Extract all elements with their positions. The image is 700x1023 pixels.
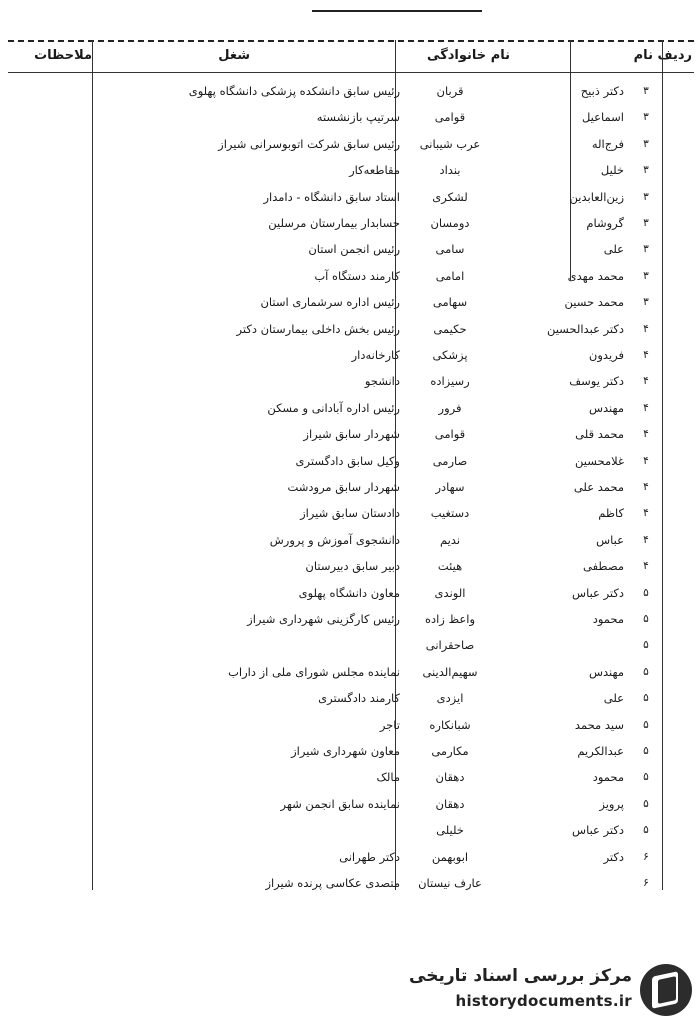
occupation: نماینده سابق انجمن شهر (280, 796, 400, 811)
table-row (0, 872, 700, 896)
last-name: حکیمی (433, 321, 467, 336)
row-number: ۴ (643, 560, 649, 573)
occupation: رئیس سابق شرکت اتوبوسرانی شیراز (218, 136, 400, 151)
table-row (0, 370, 700, 394)
last-name: مکارمی (431, 744, 469, 758)
header-rule-top (8, 40, 694, 42)
row-number: ۶ (643, 877, 649, 889)
watermark-footer (404, 962, 698, 1020)
occupation: متصدی عکاسی پرنده شیراز (265, 876, 400, 890)
last-name: عارف نیستان (418, 876, 482, 890)
table-row (0, 106, 700, 130)
occupation: معاون شهرداری شیراز (291, 744, 400, 758)
first-name: علی (603, 242, 624, 257)
table-row (0, 634, 700, 658)
occupation: دبیر سابق دبیرستان (305, 559, 400, 574)
table-row (0, 344, 700, 368)
table-row (0, 423, 700, 447)
table-row (0, 450, 700, 474)
row-number: ۵ (643, 718, 649, 731)
row-number: ۴ (643, 375, 649, 388)
occupation: مالک (376, 770, 400, 785)
occupation: رئیس انجمن استان (308, 242, 400, 257)
row-number: ۳ (643, 85, 649, 97)
row-number: ۳ (643, 269, 649, 282)
table-row (0, 159, 700, 183)
first-name: مهندس (588, 664, 624, 679)
table-row (0, 582, 700, 606)
last-name: قوامی (434, 427, 466, 442)
archive-logo-icon (640, 964, 692, 1016)
last-name: ایزدی (436, 691, 464, 706)
table-row (0, 80, 700, 104)
last-name: بنداد (439, 163, 461, 178)
row-number: ۳ (643, 137, 649, 150)
row-number: ۴ (643, 401, 649, 414)
occupation: کارمند دادگستری (318, 691, 400, 706)
table-row (0, 186, 700, 210)
occupation: وکیل سابق دادگستری (295, 453, 400, 468)
first-name: زین‌العابدین (569, 189, 624, 204)
first-name: سید محمد (574, 717, 624, 732)
last-name: دهقان (435, 770, 465, 785)
row-number: ۳ (643, 111, 649, 124)
occupation: استاد سابق دانشگاه - دامدار (263, 189, 400, 204)
last-name: رسیزاده (430, 374, 470, 389)
occupation: حسابدار بیمارستان مرسلین (268, 216, 400, 230)
table-row (0, 529, 700, 553)
row-number: ۵ (643, 824, 649, 837)
occupation: کارمند دستگاه آب (314, 268, 400, 283)
occupation: رئیس کارگزینی شهرداری شیراز (247, 612, 400, 626)
occupation: تاجر (379, 717, 400, 732)
row-number: ۵ (643, 586, 649, 599)
last-name: واعظ زاده (424, 612, 476, 626)
col-header-job: شغل (218, 48, 250, 63)
first-name: مصطفی (583, 559, 624, 574)
row-number: ۳ (643, 217, 649, 229)
last-name: عرب شیبانی (419, 136, 481, 151)
last-name: دهقان (435, 796, 465, 811)
table-row (0, 608, 700, 632)
last-name: قربان (436, 84, 464, 98)
first-name: کاظم (598, 506, 624, 521)
table-row (0, 819, 700, 843)
last-name: دومسان (430, 216, 470, 230)
table-row (0, 661, 700, 685)
occupation: مقاطعه‌کار (349, 163, 400, 178)
table-row (0, 555, 700, 579)
first-name: پرویز (599, 796, 624, 811)
table-row (0, 265, 700, 289)
first-name: علی (603, 691, 624, 706)
last-name: هیئت (437, 559, 463, 574)
row-number: ۵ (643, 745, 649, 757)
row-number: ۳ (643, 190, 649, 203)
row-number: ۴ (643, 454, 649, 467)
last-name: خلیلی (436, 823, 464, 838)
last-name: شبانکاره (429, 717, 471, 732)
occupation: سرتیپ بازنشسته (316, 110, 400, 125)
row-number: ۳ (643, 296, 649, 309)
first-name: اسماعیل (581, 110, 624, 125)
row-number: ۵ (643, 639, 649, 652)
org-name: مرکز بررسی اسناد تاریخی (409, 966, 632, 986)
row-number: ۴ (643, 533, 649, 546)
first-name: محمود (592, 612, 624, 626)
table-row (0, 291, 700, 315)
last-name: سامی (435, 242, 465, 257)
first-name: محمد مهدی (567, 268, 624, 283)
first-name: دکتر عباس (572, 823, 624, 838)
row-number: ۵ (643, 771, 649, 784)
row-number: ۵ (643, 613, 649, 625)
first-name: دکتر عباس (572, 585, 624, 600)
table-row (0, 397, 700, 421)
table-row (0, 766, 700, 790)
first-name: فرج‌اله (591, 136, 624, 151)
first-name: گروشام (586, 216, 624, 230)
last-name: سهادر (435, 480, 465, 494)
first-name: محمد قلی (575, 427, 624, 442)
occupation: دادستان سابق شیراز (300, 506, 400, 521)
last-name: سهیم‌الدینی (422, 664, 478, 679)
row-number: ۶ (643, 850, 649, 863)
header-rule-bottom (8, 72, 694, 73)
table-row (0, 476, 700, 500)
occupation: شهردار سابق شیراز (303, 427, 400, 442)
row-number: ۵ (643, 797, 649, 810)
first-name: غلامحسین (575, 453, 624, 468)
table-row (0, 133, 700, 157)
last-name: پزشکی (432, 348, 468, 362)
last-name: فرور (438, 400, 462, 415)
first-name: محمد حسین (564, 295, 624, 310)
row-number: ۴ (643, 349, 649, 361)
occupation: رئیس اداره آبادانی و مسکن (267, 400, 400, 415)
table-row (0, 318, 700, 342)
last-name: قوامی (434, 110, 466, 125)
table-row (0, 687, 700, 711)
row-number: ۴ (643, 322, 649, 335)
occupation: شهردار سابق مرودشت (287, 480, 400, 494)
first-name: فریدون (588, 348, 624, 362)
occupation: نماینده مجلس شورای ملی از داراب (228, 664, 400, 679)
first-name: دکتر (603, 849, 624, 864)
last-name: الوندی (434, 585, 466, 600)
first-name: عباس (596, 532, 624, 547)
occupation: رئیس اداره سرشماری استان (260, 295, 400, 310)
table-row (0, 714, 700, 738)
first-name: مهندس (588, 400, 624, 415)
row-number: ۴ (643, 507, 649, 520)
row-number: ۳ (643, 164, 649, 177)
last-name: سهامی (432, 295, 468, 310)
first-name: محمود (592, 770, 624, 785)
row-number: ۳ (643, 243, 649, 256)
site-url: historydocuments.ir (455, 992, 632, 1010)
row-number: ۵ (643, 665, 649, 678)
last-name: امامی (435, 268, 465, 283)
occupation: دانشجوی آموزش و پرورش (269, 532, 400, 547)
last-name: دستغیب (430, 506, 470, 521)
occupation: رئیس سابق دانشکده پزشکی دانشگاه پهلوی (188, 84, 400, 98)
last-name: صارمی (432, 453, 468, 468)
table-row (0, 238, 700, 262)
last-name: ابوبهمن (431, 849, 469, 864)
last-name: لشکری (432, 189, 468, 204)
last-name: صاحقرانی (425, 638, 475, 653)
top-mark (312, 0, 482, 12)
occupation: کارخانه‌دار (351, 348, 400, 362)
first-name: دکتر ذبیح (580, 84, 624, 98)
col-header-notes: ملاحظات (34, 48, 92, 63)
table-row (0, 793, 700, 817)
row-number: ۴ (643, 428, 649, 441)
occupation: رئیس بخش داخلی بیمارستان دکتر (236, 321, 400, 336)
occupation: دانشجو (364, 374, 400, 389)
occupation: معاون دانشگاه پهلوی (298, 585, 400, 600)
first-name: خلیل (600, 163, 624, 178)
table-row (0, 846, 700, 870)
col-header-lastname: نام خانوادگی (427, 48, 510, 63)
first-name: دکتر عبدالحسین (546, 321, 624, 336)
col-header-row-name: ردیف نام (633, 48, 692, 63)
first-name: دکتر یوسف (569, 374, 624, 389)
table-row (0, 502, 700, 526)
row-number: ۵ (643, 692, 649, 705)
table-row (0, 212, 700, 236)
row-number: ۴ (643, 481, 649, 493)
occupation: دکتر طهرانی (339, 849, 400, 864)
table-row (0, 740, 700, 764)
first-name: عبدالکریم (577, 744, 624, 758)
last-name: ندیم (439, 532, 461, 547)
first-name: محمد علی (573, 480, 624, 494)
